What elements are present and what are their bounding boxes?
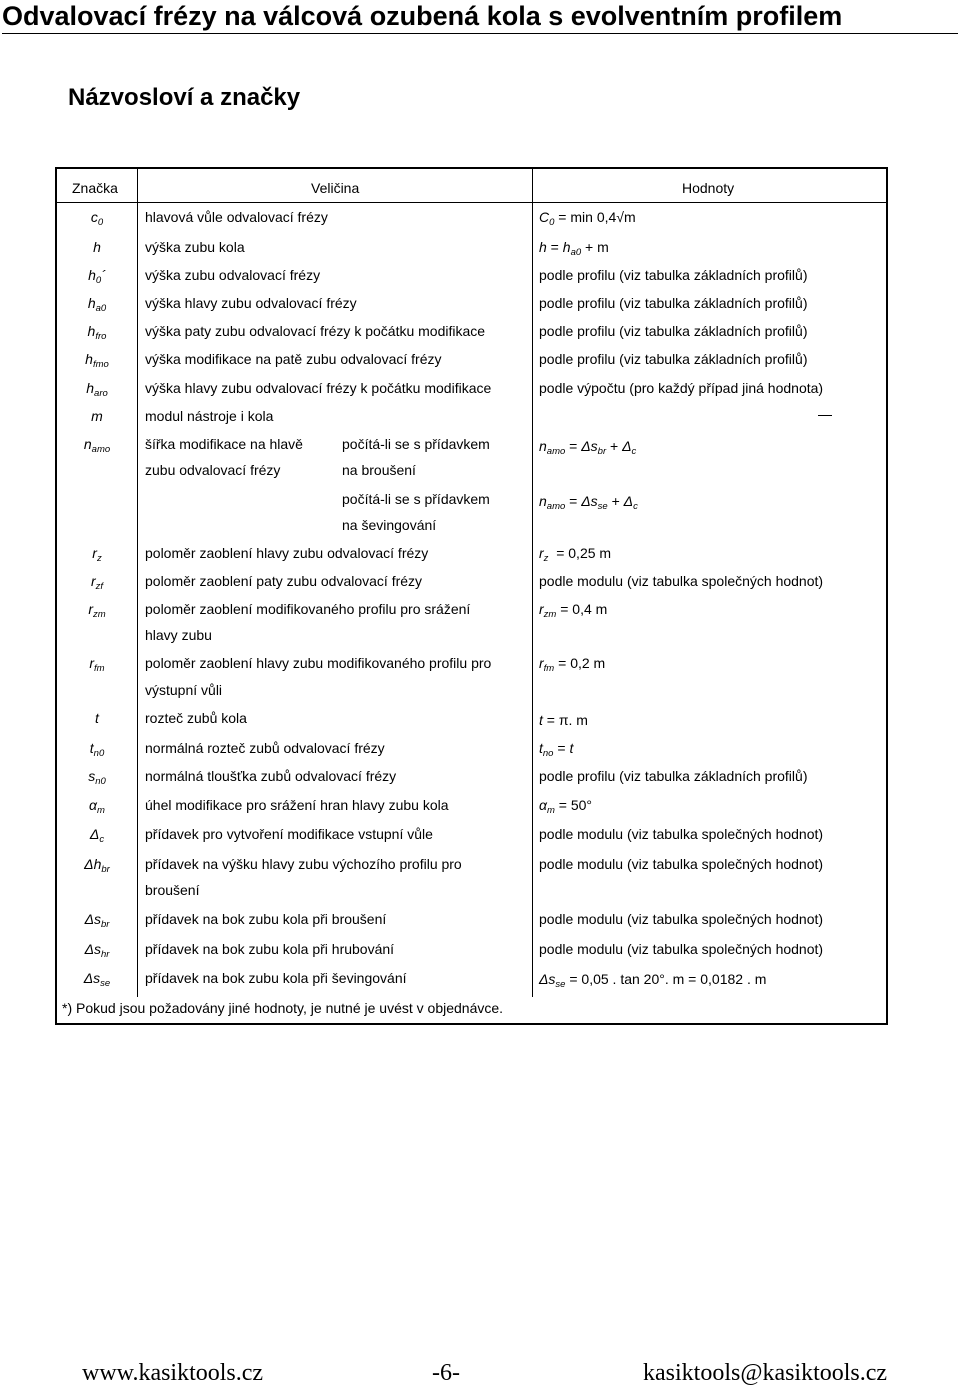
row-symbol: $r_z$ (92, 545, 102, 564)
footer-website: www.kasiktools.cz (82, 1360, 264, 1386)
row-description: přídavek na bok zubu kola při broušení (145, 911, 387, 927)
row-description-line2: hlavy zubu (145, 627, 212, 643)
row-symbol: $t_{n0}$ (89, 740, 105, 759)
row-description-line2: zubu odvalovací frézy (145, 462, 281, 478)
row-description: výška modifikace na patě zubu odvalovací frézy (145, 351, 442, 367)
row-symbol: $\Delta s_{se}$ (83, 970, 111, 989)
row-condition-line2: na broušení (342, 462, 416, 478)
row-value: $\alpha_m = 50^\circ$ (539, 797, 593, 816)
row-description: poloměr zaoblení paty zubu odvalovací frézy (145, 573, 423, 589)
row-description: přídavek na bok zubu kola při hrubování (145, 941, 395, 957)
row-symbol: $\Delta h_{br}$ (84, 856, 110, 875)
row-condition: počítá-li se s přídavkem (342, 436, 490, 452)
footer-page-number: -6- (432, 1360, 460, 1386)
footer-email: kasiktools@kasiktools.cz (643, 1360, 888, 1386)
row-value: podle profilu (viz tabulka základních profilů) (539, 351, 808, 367)
row-value: $r_{zm} = 0,4$ m (539, 601, 608, 620)
row-symbol: t (95, 710, 99, 726)
row-value: $\Delta s_{se} = 0,05$ . tan 20°. m = 0,0182 . m (539, 971, 767, 990)
row-value: $r_{fm} = 0,2$ m (539, 655, 606, 674)
header-quantity: Veličina (311, 180, 360, 196)
row-value: podle modulu (viz tabulka společných hodnot) (539, 573, 824, 589)
row-symbol: $\Delta_c$ (89, 826, 105, 845)
value-dash (818, 415, 832, 416)
column-divider-symbol (137, 167, 138, 997)
row-symbol: $\Delta s_{hr}$ (84, 941, 110, 960)
row-condition-line2: na ševingování (342, 517, 437, 533)
row-value: podle modulu (viz tabulka společných hodnot) (539, 826, 824, 842)
row-description: přídavek na bok zubu kola při ševingování (145, 970, 407, 986)
row-description: výška hlavy zubu odvalovací frézy (145, 295, 357, 311)
row-symbol: $c_0$ (90, 209, 104, 228)
row-symbol: h (93, 239, 101, 255)
row-value: $C_0 = \min 0,4√m$ (539, 209, 636, 228)
row-symbol: $n_{amo}$ (83, 436, 111, 455)
row-description-line2: výstupní vůli (145, 682, 223, 698)
row-symbol: $r_{zm}$ (88, 601, 106, 620)
row-value: $r_z = 0,25$ m (539, 545, 612, 564)
row-description: poloměr zaoblení modifikovaného profilu pro srážení (145, 601, 471, 617)
row-symbol: $h_{fmo}$ (85, 351, 109, 370)
row-condition: počítá-li se s přídavkem (342, 491, 490, 507)
row-description: poloměr zaoblení hlavy zubu modifikovaného profilu pro (145, 655, 492, 671)
row-symbol: $r_{fm}$ (89, 655, 105, 674)
row-value: podle modulu (viz tabulka společných hodnot) (539, 856, 824, 872)
row-description: normálná tloušťka zubů odvalovací frézy (145, 768, 397, 784)
row-description: přídavek pro vytvoření modifikace vstupní vůle (145, 826, 433, 842)
header-values: Hodnoty (682, 180, 735, 196)
row-description: výška zubu odvalovací frézy (145, 267, 321, 283)
row-description: přídavek na výšku hlavy zubu výchozího profilu pro (145, 856, 462, 872)
row-symbol: $\alpha_m$ (89, 797, 105, 816)
row-value: podle profilu (viz tabulka základních profilů) (539, 295, 808, 311)
row-description: normálná rozteč zubů odvalovací frézy (145, 740, 385, 756)
row-symbol: $\Delta s_{br}$ (84, 911, 110, 930)
row-symbol: $h_0´$ (88, 267, 106, 286)
row-symbol: $s_{n0}$ (88, 768, 106, 787)
row-description: výška hlavy zubu odvalovací frézy k počátku modifikace (145, 380, 492, 396)
row-symbol: m (91, 408, 103, 424)
row-value: podle profilu (viz tabulka základních profilů) (539, 768, 808, 784)
row-value: $h = h_{a0} + m$ (539, 239, 609, 258)
section-title: Názvosloví a značky (68, 84, 301, 111)
row-description: výška paty zubu odvalovací frézy k počátku modifikace (145, 323, 486, 339)
header-row-divider (55, 202, 888, 203)
title-underline (2, 33, 958, 34)
row-description-line2: broušení (145, 882, 200, 898)
row-value: podle modulu (viz tabulka společných hodnot) (539, 911, 824, 927)
page-title: Odvalovací frézy na válcová ozubená kola s evolventním profilem (2, 1, 843, 31)
row-value: t = π. m (539, 712, 588, 728)
row-value: podle výpočtu (pro každý případ jiná hodnota) (539, 380, 824, 396)
column-divider-values (532, 167, 533, 997)
row-description: výška zubu kola (145, 239, 245, 255)
row-description: modul nástroje i kola (145, 408, 274, 424)
header-symbol: Značka (72, 180, 118, 196)
row-value: $t_{no} = t$ (539, 740, 574, 759)
row-description: rozteč zubů kola (145, 710, 247, 726)
row-value: $n_{amo} = \Delta s_{br} + \Delta_c$ (539, 438, 637, 457)
row-symbol: $r_{zf}$ (90, 573, 104, 592)
row-description: úhel modifikace pro srážení hran hlavy zubu kola (145, 797, 449, 813)
table-footnote: *) Pokud jsou požadovány jiné hodnoty, je nutné je uvést v objednávce. (62, 1000, 504, 1016)
row-description: šířka modifikace na hlavě (145, 436, 303, 452)
row-value: podle modulu (viz tabulka společných hodnot) (539, 941, 824, 957)
row-value: podle profilu (viz tabulka základních profilů) (539, 267, 808, 283)
row-description: hlavová vůle odvalovací frézy (145, 209, 328, 225)
row-value: $n_{amo} = \Delta s_{se} + \Delta_c$ (539, 493, 638, 512)
row-symbol: $h_{aro}$ (86, 380, 108, 399)
row-description: poloměr zaoblení hlavy zubu odvalovací frézy (145, 545, 429, 561)
row-symbol: $h_{a0}$ (87, 295, 107, 314)
row-value: podle profilu (viz tabulka základních profilů) (539, 323, 808, 339)
row-symbol: $h_{fro}$ (87, 323, 107, 342)
